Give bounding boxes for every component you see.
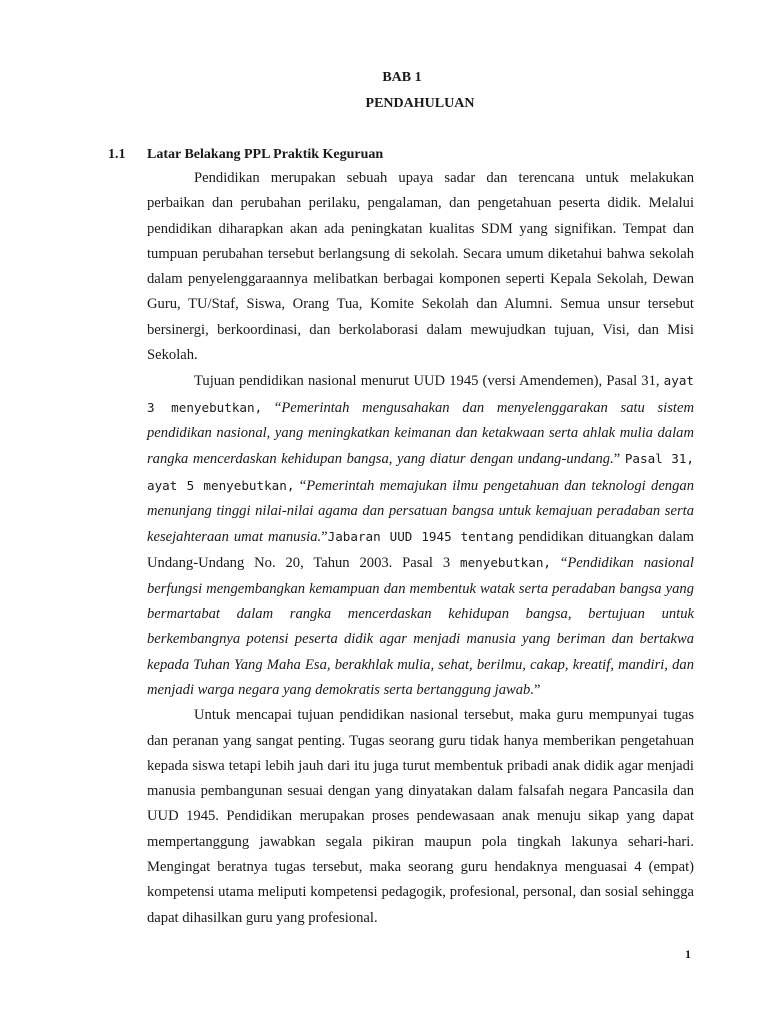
p2-mono-2: Pasal 31, ayat 5 menyebutkan,	[147, 451, 694, 493]
quote-pasal-31-ayat-3: Pemerintah mengusahakan dan menyelenggarakan satu sistem pendidikan nasional, yang meningkatkan keimanan dan ketakwaan serta ahlak mulia dalam rangka mencerdaskan kehidupan bangsa, yang diatur dengan undang-undang.	[147, 399, 694, 468]
quote-open-1: “	[262, 399, 282, 416]
body-text	[147, 166, 694, 931]
chapter-title: PENDAHULUAN	[365, 96, 475, 111]
quote-open-3: “	[551, 555, 568, 572]
quote-pasal-31-ayat-5: Pemerintah memajukan ilmu pengetahuan dan teknologi dengan menunjang tinggi nilai-nilai agama dan persatuan bangsa untuk kemajuan peradaban serta kesejahteraan umat manusia.	[147, 477, 694, 546]
quote-pasal-3: Pendidikan nasional berfungsi mengembangkan kemampuan dan membentuk watak serta peradaban bangsa yang bermartabat dalam rangka mencerdaskan kehidupan bangsa, bertujuan untuk berkembangnya potensi peserta didik agar menjadi manusia yang beriman dan bertakwa kepada Tuhan Yang Maha Esa, berakhlak mulia, sehat, berilmu, cakap, kreatif, mandiri, dan menjadi warga negara yang demokratis serta bertanggung jawab.	[147, 555, 694, 698]
p2-mono-3: Jabaran UUD 1945 tentang	[327, 529, 514, 545]
page-number: 1	[685, 947, 691, 961]
p2-intro-mono: ayat 3 menyebutkan,	[147, 373, 694, 415]
paragraph-1: Pendidikan merupakan sebuah upaya sadar dan terencana untuk melakukan perbaikan dan perubahan perilaku, pengalaman, dan pengetahuan peserta didik. Melalui pendidikan diharapkan akan ada peningkatan kualitas SDM yang signifikan. Tempat dan tumpuan perubahan tersebut berlangsung di sekolah. Secara umum diketahui bahwa sekolah dalam penyelenggaraannya melibatkan berbagai komponen seperti Kepala Sekolah, Dewan Guru, TU/Staf, Siswa, Orang Tua, Komite Sekolah dan Alumni. Semua unsur tersebut bersinergi, berkoordinasi, dan berkolaborasi dalam mewujudkan tujuan, Visi, dan Misi Sekolah.	[147, 170, 694, 364]
quote-close-3: ”	[533, 681, 541, 698]
chapter-heading: BAB 1	[382, 70, 422, 85]
quote-close-1: ”	[613, 451, 621, 468]
section-number: 1.1	[108, 147, 126, 162]
paragraph-3: Untuk mencapai tujuan pendidikan nasional tersebut, maka guru mempunyai tugas dan peranan yang sangat penting. Tugas seorang guru tidak hanya memberikan pengetahuan kepada siswa tetapi lebih jauh dari itu juga turut membentuk pribadi anak didik agar menjadi manusia pembangunan sesuai dengan yang dinyatakan dalam falsafah negara Pancasila dan UUD 1945. Pendidikan merupakan proses pendewasaan anak menuju sikap yang dapat mempertanggung jawabkan segala pikiran maupun pola tingkah lakunya sehari-hari. Mengingat beratnya tugas tersebut, maka seorang guru hendaknya menguasai 4 (empat) kompetensi utama meliputi kompetensi pedagogik, profesional, personal, dan sosial sehingga dapat dihasilkan guru yang profesional.	[147, 707, 694, 926]
p2-mid: pendidikan dituangkan dalam Undang-Undang No. 20, Tahun 2003. Pasal 3	[147, 529, 694, 572]
p2-intro: Tujuan pendidikan nasional menurut UUD 1945 (versi Amendemen), Pasal 31,	[194, 373, 660, 390]
p2-mono-4: menyebutkan,	[460, 555, 552, 571]
quote-open-2: “	[294, 477, 307, 494]
quote-close-2: ”	[321, 529, 328, 546]
section-title: Latar Belakang PPL Praktik Keguruan	[147, 147, 384, 162]
paragraph-2	[147, 368, 694, 703]
